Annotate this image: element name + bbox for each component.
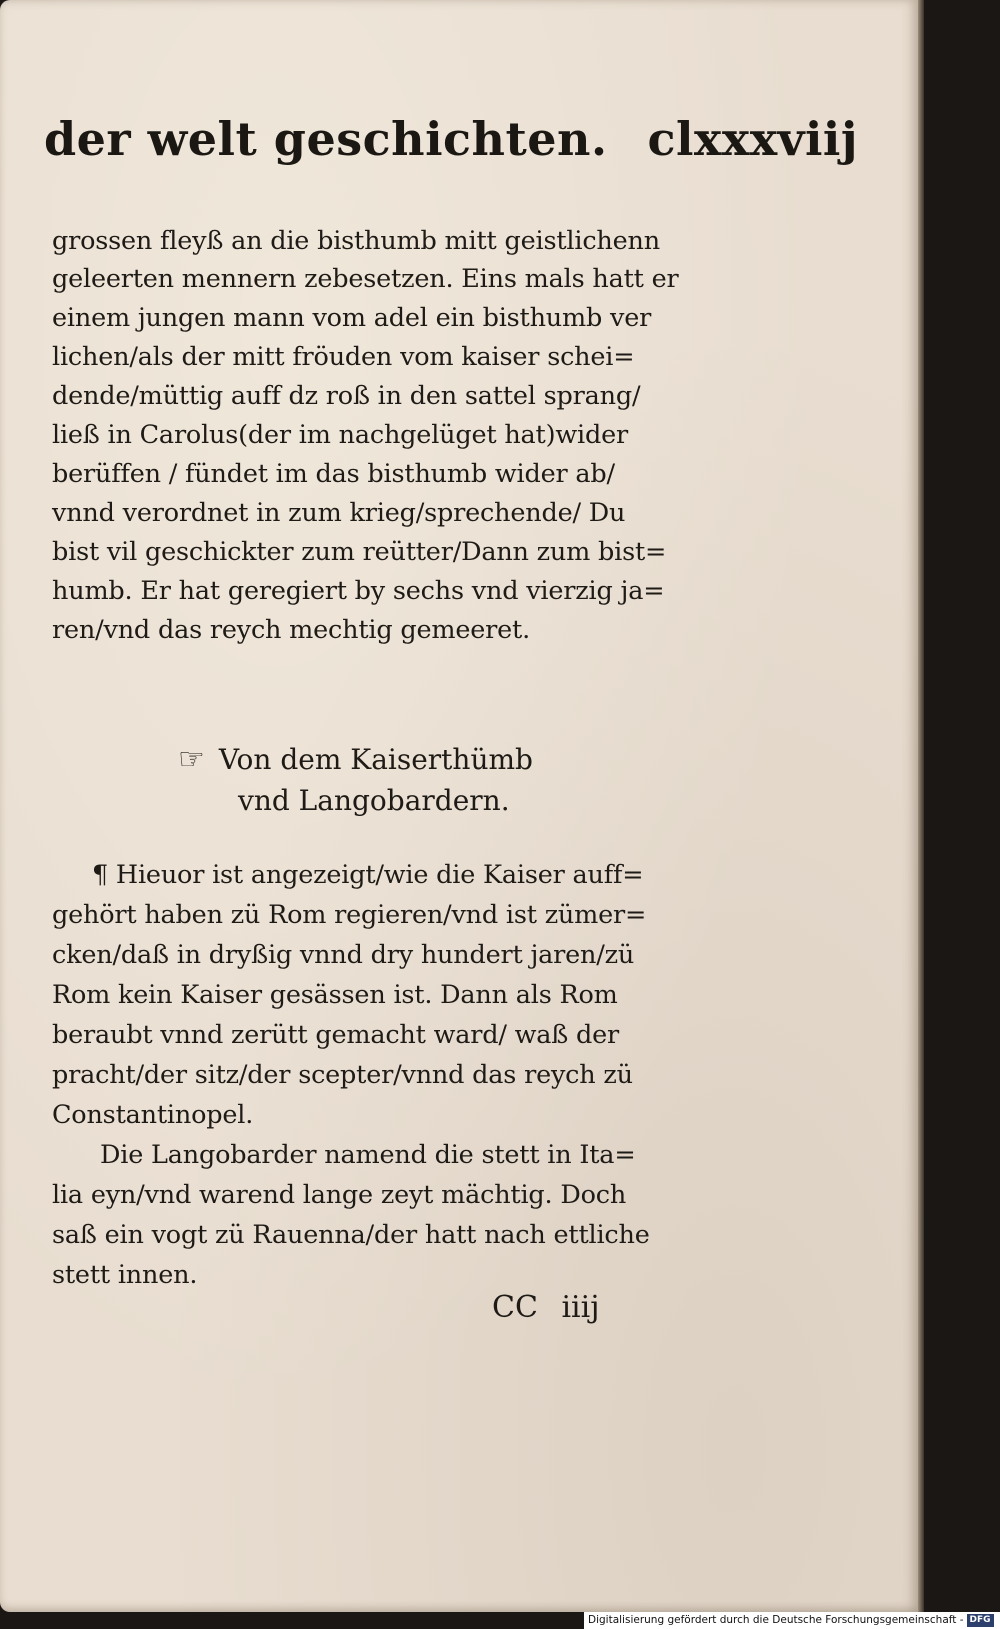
text-line: ren/vnd das reych mechtig gemeeret.	[52, 615, 530, 645]
text-line: dende/müttig auff dz roß in den sattel sprang/	[52, 381, 641, 411]
text-line: pracht/der sitz/der scepter/vnnd das reych zü	[52, 1060, 633, 1090]
section-heading	[178, 742, 533, 777]
text-line: berüffen / fündet im das bisthumb wider ab/	[52, 459, 615, 489]
page-edge	[918, 0, 924, 1612]
running-head-title: der welt geschichten.	[44, 112, 608, 166]
text-line: cken/daß in dryßig vnnd dry hundert jaren/zü	[52, 940, 635, 970]
text-line: lia eyn/vnd warend lange zeyt mächtig. Doch	[52, 1180, 627, 1210]
text-line: ließ in Carolus(der im nachgelüget hat)wider	[52, 420, 628, 450]
text-line: gehört haben zü Rom regieren/vnd ist zümer=	[52, 900, 647, 930]
text-line: Rom kein Kaiser gesässen ist. Dann als Rom	[52, 980, 618, 1010]
section-heading-line-1: Von dem Kaiserthümb	[218, 743, 533, 776]
credit-text: Digitalisierung gefördert durch die Deutsche Forschungsgemeinschaft -	[588, 1614, 964, 1626]
text-line: ¶ Hieuor ist angezeigt/wie die Kaiser auff=	[92, 860, 644, 890]
digitization-credit	[584, 1612, 1000, 1629]
text-line: saß ein vogt zü Rauenna/der hatt nach ettliche	[52, 1220, 650, 1250]
text-line: lichen/als der mitt fröuden vom kaiser schei=	[52, 342, 635, 372]
text-line: bist vil geschickter zum reütter/Dann zum bist=	[52, 537, 667, 567]
section-heading-line-2: vnd Langobardern.	[238, 784, 510, 817]
text-line: grossen fleyß an die bisthumb mitt geistlichenn	[52, 226, 660, 256]
text-line: einem jungen mann vom adel ein bisthumb ver	[52, 303, 652, 333]
text-line: geleerten mennern zebesetzen. Eins mals hatt er	[52, 264, 679, 294]
signature-mark: CC iiij	[492, 1290, 600, 1325]
text-line: beraubt vnnd zerütt gemacht ward/ waß der	[52, 1020, 619, 1050]
text-line: stett innen.	[52, 1260, 198, 1290]
text-line: Die Langobarder namend die stett in Ita=	[100, 1140, 636, 1170]
dfg-logo: DFG	[967, 1614, 994, 1627]
folio-number: clxxxviij	[647, 112, 859, 166]
text-line: humb. Er hat geregiert by sechs vnd vierzig ja=	[52, 576, 665, 606]
text-line: vnnd verordnet in zum krieg/sprechende/ Du	[52, 498, 626, 528]
running-head	[44, 112, 858, 166]
text-line: Constantinopel.	[52, 1100, 254, 1130]
pointing-hand-icon: ☞	[178, 742, 205, 777]
